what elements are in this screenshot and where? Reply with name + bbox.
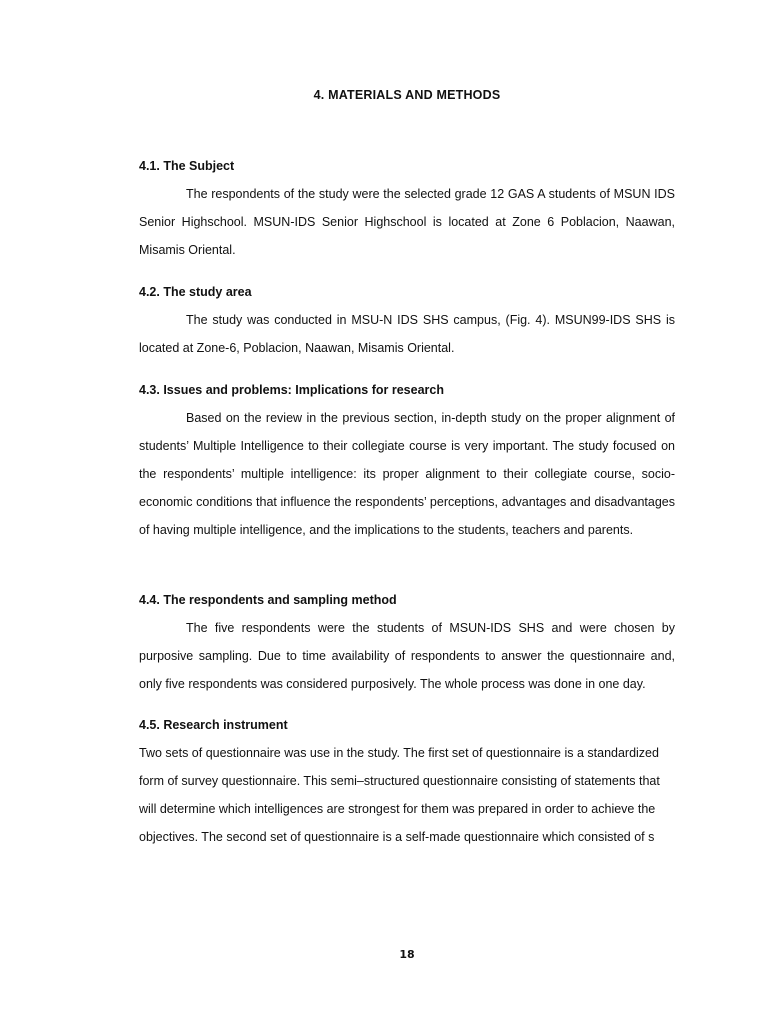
section-the-subject: [139, 158, 675, 264]
section-body: Based on the review in the previous section, in-depth study on the proper alignment of students’ Multiple Intelligence to their collegiate course is very important. The study focused on the respondents’ multiple intelligence: its proper alignment to their collegiate course, socio-economic conditions that influence the respondents’ perceptions, advantages and disadvantages of having multiple intelligence, and the implications to the students, teachers and parents.: [139, 411, 675, 537]
section-issues-problems: [139, 382, 675, 544]
section-body: The five respondents were the students of MSUN-IDS SHS and were chosen by purposive sampling. Due to time availability of respondents to answer the questionnaire and, only five respondents was considered purposively. The whole process was done in one day.: [139, 621, 675, 691]
section-study-area: [139, 284, 675, 362]
section-research-instrument: [139, 717, 675, 851]
section-heading: 4.2. The study area: [139, 285, 252, 299]
section-respondents-sampling: [139, 592, 675, 698]
section-heading: 4.3. Issues and problems: Implications for research: [139, 383, 444, 397]
section-heading: 4.1. The Subject: [139, 159, 235, 173]
section-heading: 4.4. The respondents and sampling method: [139, 593, 397, 607]
section-body: The respondents of the study were the selected grade 12 GAS A students of MSUN IDS Senior Highschool. MSUN-IDS Senior Highschool is located at Zone 6 Poblacion, Naawan, Misamis Oriental.: [139, 187, 675, 257]
section-body: The study was conducted in MSU-N IDS SHS campus, (Fig. 4). MSUN99-IDS SHS is located at Zone-6, Poblacion, Naawan, Misamis Oriental.: [139, 313, 675, 355]
section-heading: 4.5. Research instrument: [139, 718, 288, 732]
page-number: 18: [399, 948, 415, 961]
section-body: Two sets of questionnaire was use in the study. The first set of questionnaire is a standardized form of survey questionnaire. This semi–structured questionnaire consisting of statements that will determine which intelligences are strongest for them was prepared in order to achieve the objectives. The second set of questionnaire is a self-made questionnaire which consisted of s: [139, 746, 660, 844]
chapter-title: 4. MATERIALS AND METHODS: [313, 88, 501, 102]
